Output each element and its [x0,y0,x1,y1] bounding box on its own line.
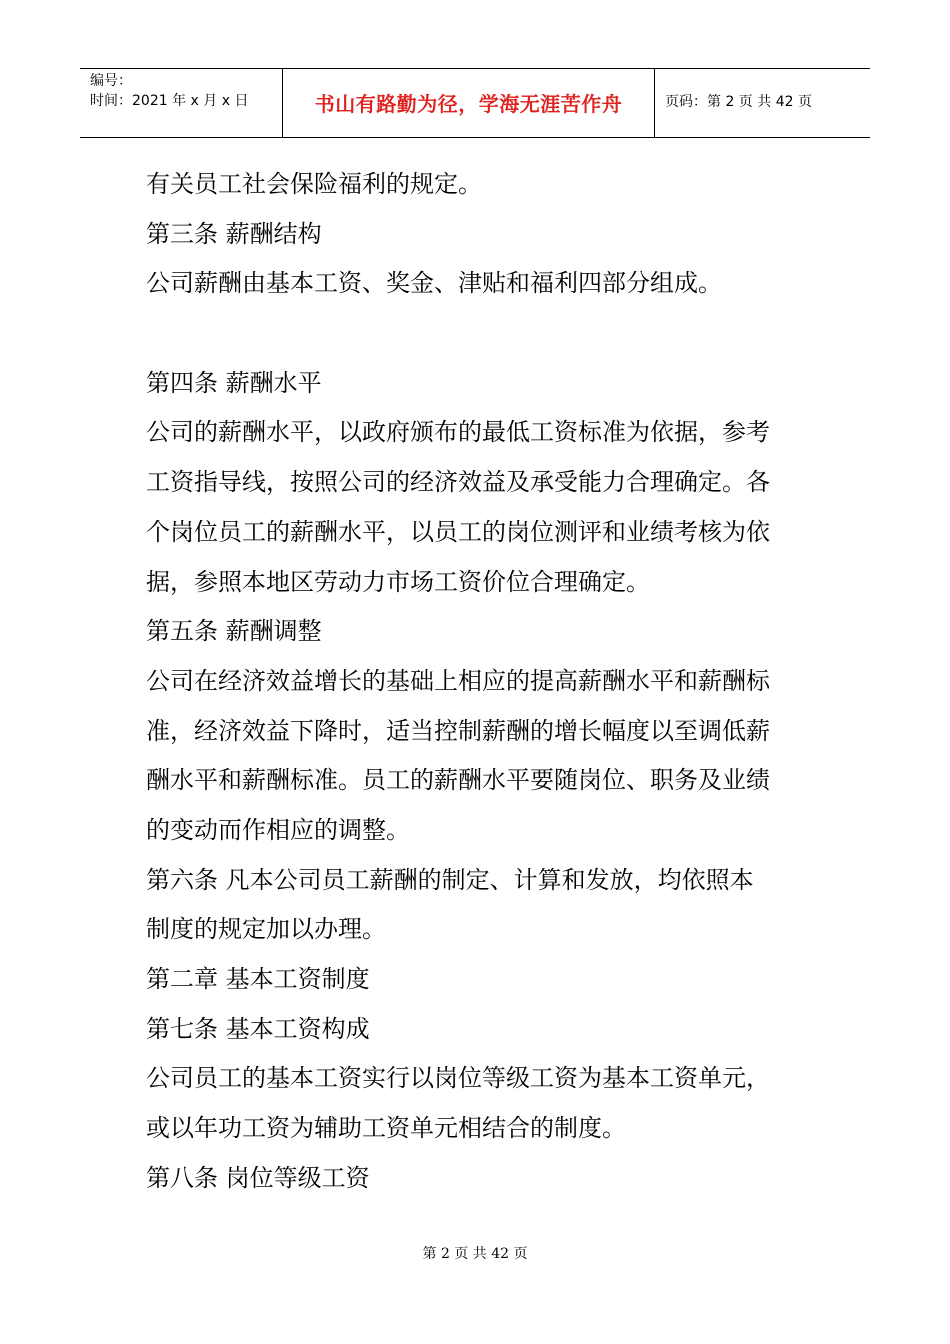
body-line: 的变动而作相应的调整。 [146,815,410,844]
article-heading: 第三条 薪酬结构 [146,219,322,248]
body-line: 酬水平和薪酬标准。员工的薪酬水平要随岗位、职务及业绩 [146,766,770,795]
body-line: 有关员工社会保险福利的规定。 [146,170,482,198]
body-line: 公司员工的基本工资实行以岗位等级工资为基本工资单元， [146,1064,770,1093]
blank-line [146,309,826,359]
header-motto: 书山有路勤为径，学海无涯苦作舟 [314,92,623,116]
body-line: 据，参照本地区劳动力市场工资价位合理确定。 [146,567,650,596]
article-heading: 第五条 薪酬调整 [146,617,322,646]
page-footer: 第 2 页 共 42 页 [422,1246,528,1262]
body-line: 公司在经济效益增长的基础上相应的提高薪酬水平和薪酬标 [146,666,770,695]
document-number: 编号： [90,73,132,89]
header-page-info: 页码：第 2 页 共 42 页 [665,94,812,110]
article-heading: 第六条 凡本公司员工薪酬的制定、计算和发放，均依照本 [146,865,754,894]
header-motto-cell [283,69,655,137]
body-line: 公司的薪酬水平，以政府颁布的最低工资标准为依据，参考 [146,418,770,447]
body-line: 公司薪酬由基本工资、奖金、津贴和福利四部分组成。 [146,269,722,298]
body-line: 或以年功工资为辅助工资单元相结合的制度。 [146,1114,626,1143]
document-body [146,160,826,1203]
body-line: 准，经济效益下降时，适当控制薪酬的增长幅度以至调低薪 [146,716,770,745]
article-heading: 第七条 基本工资构成 [146,1014,370,1043]
body-line: 个岗位员工的薪酬水平，以员工的岗位测评和业绩考核为依 [146,517,770,546]
header-page-cell [655,69,870,137]
article-heading: 第八条 岗位等级工资 [146,1163,370,1192]
body-line: 制度的规定加以办理。 [146,915,386,944]
header-meta-cell [80,69,283,137]
body-line: 工资指导线，按照公司的经济效益及承受能力合理确定。各 [146,468,770,497]
document-date: 时间：2021 年 x 月 x 日 [90,93,249,109]
article-heading: 第四条 薪酬水平 [146,368,322,397]
chapter-heading: 第二章 基本工资制度 [146,965,370,993]
page-header [80,68,870,138]
